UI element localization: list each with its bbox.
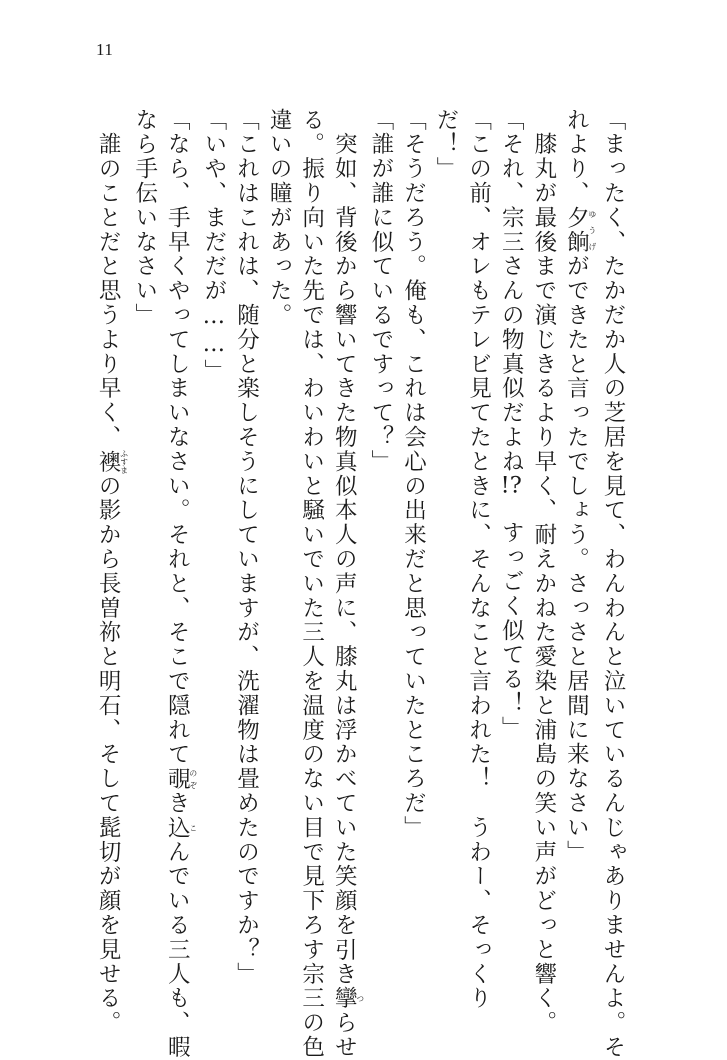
- text-line: [161, 108, 198, 1060]
- text-line: 「誰が誰に似ているですって？」: [367, 108, 394, 474]
- text-run: 突如、背後から響いてきた物真似本人の声に、膝丸は浮かべていた笑顔を: [331, 108, 358, 938]
- ruby-reading: つ: [355, 986, 365, 1011]
- ruby-reading: のぞ: [188, 766, 198, 792]
- ruby-word: [331, 986, 365, 1011]
- ruby-base: 込: [164, 815, 191, 841]
- text-run: き: [331, 962, 358, 987]
- ruby-reading: ふすま: [119, 449, 129, 475]
- ruby-base: 攣: [331, 986, 358, 1011]
- body-text: [92, 108, 630, 1060]
- text-line: る。振り向いた先では、わいわいと騒いでいた三人を温度のない目で見下ろす宗三の色: [298, 108, 325, 1060]
- text-run: の影から長曽祢と明石、そして髭切が顔を見せる。: [95, 474, 122, 1036]
- text-line: [92, 108, 129, 1036]
- text-line: 「そうだろう。俺も、これは会心の出来だと思っていたところだ」: [400, 108, 427, 840]
- text-line: 「まったく、たかだか人の芝居を見て、わんわんと泣いているんじゃありませんよ。そ: [600, 108, 626, 1060]
- ruby-word: [164, 815, 198, 841]
- text-line: 「この前、オレもテレビ見てたときに、そんなこと言われた！ うわー、そっくり: [465, 108, 492, 1011]
- ruby-word: [95, 449, 129, 475]
- text-run: 誰のことだと思うより早く、: [95, 108, 122, 450]
- ruby-base: 引: [331, 937, 358, 963]
- ruby-reading: こ: [188, 815, 198, 841]
- ruby-word: [331, 938, 357, 962]
- text-run: んでいる三人も、暇: [164, 840, 191, 1060]
- text-run: すっごく似てる！」: [498, 496, 525, 741]
- text-run: き: [164, 791, 191, 816]
- text-run: ができたと言ったでしょう。さっさと居間に来なさい」: [563, 254, 590, 865]
- ruby-word: [164, 766, 198, 792]
- text-line: 違いの瞳があった。: [266, 108, 293, 328]
- ruby-reading: ゆうげ: [587, 205, 597, 255]
- text-run: 「それ、宗三さんの物真似だよね: [498, 108, 525, 474]
- text-line: 「これはこれは、随分と楽しそうにしていますが、洗濯物は畳めたのですか？」: [233, 108, 260, 987]
- tate-chu-yoko: !?: [500, 474, 522, 497]
- text-line: [495, 108, 528, 966]
- text-line: 膝丸が最後まで演じきるより早く、耐えかねた愛染と浦島の笑い声がどっと響く。: [530, 108, 557, 1036]
- text-run: れより、: [563, 108, 590, 206]
- text-run: らせ: [331, 1010, 358, 1060]
- text-run: 「なら、手早くやってしまいなさい。それと、そこで隠れて: [164, 108, 191, 767]
- ruby-base: 襖: [95, 449, 122, 475]
- text-line: 「いや、まだだが……」: [200, 108, 227, 384]
- ruby-base: 覗: [164, 766, 191, 792]
- text-line: [560, 108, 597, 966]
- text-line: なら手伝いなさい」: [131, 108, 158, 328]
- ruby-word: [563, 205, 597, 255]
- text-line: だ！」: [433, 108, 460, 182]
- page-number: 11: [96, 40, 114, 59]
- ruby-base: 夕餉: [563, 205, 590, 255]
- text-line: [328, 108, 365, 1060]
